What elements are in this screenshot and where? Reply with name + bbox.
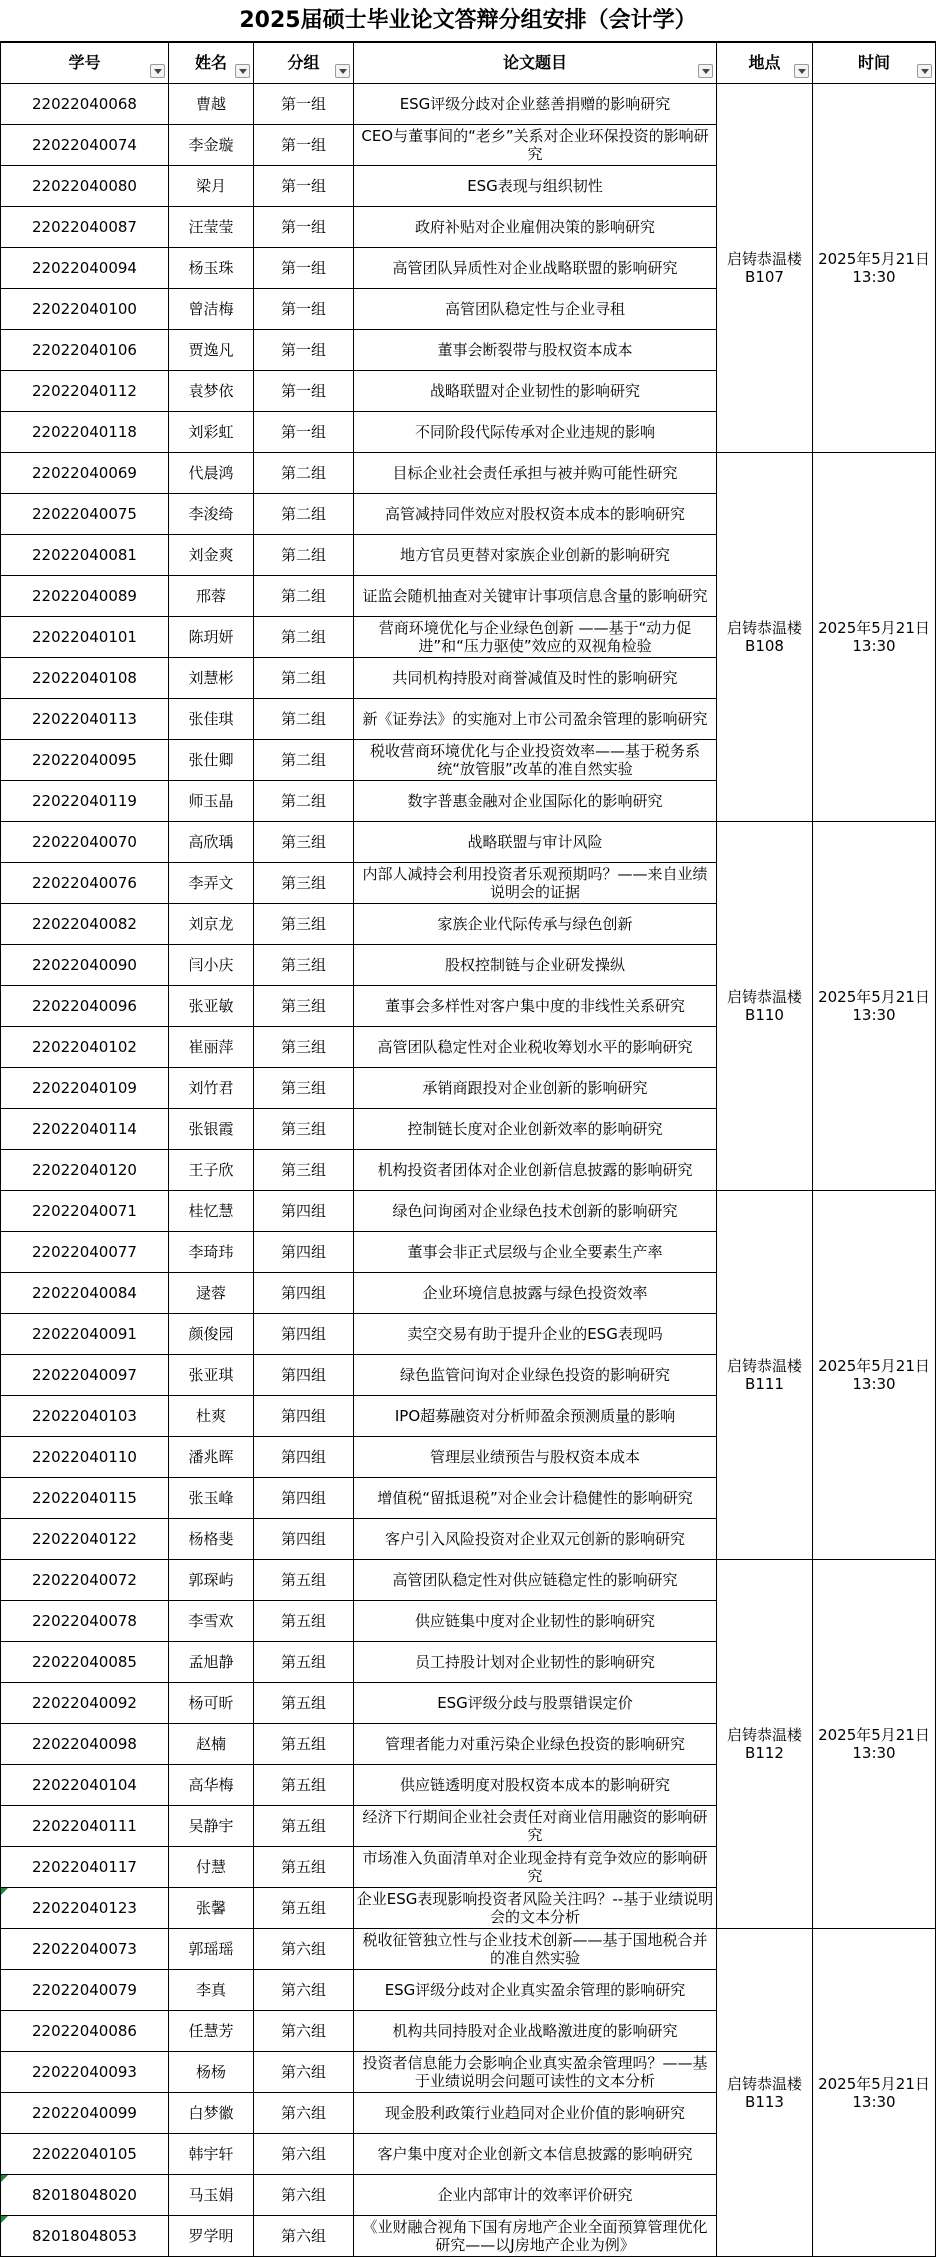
table-row[interactable]	[1, 822, 936, 863]
student-id-cell[interactable]: 22022040118	[1, 412, 169, 453]
name-cell[interactable]: 付慧	[169, 1847, 254, 1888]
name-cell[interactable]: 李弄文	[169, 863, 254, 904]
group-cell[interactable]: 第六组	[254, 2011, 354, 2052]
group-cell[interactable]: 第四组	[254, 1396, 354, 1437]
time-cell[interactable]: 2025年5月21日 13:30	[813, 1929, 936, 2257]
topic-cell[interactable]: 机构共同持股对企业战略激进度的影响研究	[354, 2011, 717, 2052]
filter-dropdown-icon[interactable]	[235, 64, 250, 78]
student-id-cell[interactable]: 22022040108	[1, 658, 169, 699]
table-row[interactable]	[1, 1560, 936, 1601]
student-id-cell[interactable]: 22022040103	[1, 1396, 169, 1437]
group-cell[interactable]: 第五组	[254, 1642, 354, 1683]
student-id-cell[interactable]: 22022040112	[1, 371, 169, 412]
name-cell[interactable]: 潘兆晖	[169, 1437, 254, 1478]
name-cell[interactable]: 高华梅	[169, 1765, 254, 1806]
name-cell[interactable]: 刘京龙	[169, 904, 254, 945]
topic-cell[interactable]: ESG评级分歧对企业慈善捐赠的影响研究	[354, 84, 717, 125]
topic-cell[interactable]: 企业环境信息披露与绿色投资效率	[354, 1273, 717, 1314]
topic-cell[interactable]: 绿色问询函对企业绿色技术创新的影响研究	[354, 1191, 717, 1232]
topic-cell[interactable]: 绿色监管问询对企业绿色投资的影响研究	[354, 1355, 717, 1396]
student-id-cell[interactable]: 22022040078	[1, 1601, 169, 1642]
name-cell[interactable]: 李雪欢	[169, 1601, 254, 1642]
error-indicator-icon	[1, 2216, 8, 2223]
topic-cell[interactable]: 员工持股计划对企业韧性的影响研究	[354, 1642, 717, 1683]
time-cell[interactable]: 2025年5月21日 13:30	[813, 84, 936, 453]
topic-cell[interactable]: ESG表现与组织韧性	[354, 166, 717, 207]
student-id-cell[interactable]: 22022040075	[1, 494, 169, 535]
topic-cell[interactable]: 供应链集中度对企业韧性的影响研究	[354, 1601, 717, 1642]
group-cell[interactable]: 第六组	[254, 2216, 354, 2257]
name-cell[interactable]: 贾逸凡	[169, 330, 254, 371]
group-cell[interactable]: 第二组	[254, 699, 354, 740]
name-cell[interactable]: 郭琛屿	[169, 1560, 254, 1601]
name-cell[interactable]: 张银霞	[169, 1109, 254, 1150]
sort-filter-icon[interactable]	[335, 64, 350, 78]
table-row[interactable]	[1, 1191, 936, 1232]
student-id-cell[interactable]: 22022040104	[1, 1765, 169, 1806]
name-cell[interactable]: 孟旭静	[169, 1642, 254, 1683]
place-cell[interactable]: 启铸恭温楼B113	[717, 1929, 813, 2257]
group-cell[interactable]: 第六组	[254, 2052, 354, 2093]
group-cell[interactable]: 第一组	[254, 412, 354, 453]
time-cell[interactable]: 2025年5月21日 13:30	[813, 1560, 936, 1929]
topic-cell[interactable]: 地方官员更替对家族企业创新的影响研究	[354, 535, 717, 576]
topic-cell[interactable]: 董事会多样性对客户集中度的非线性关系研究	[354, 986, 717, 1027]
student-id-cell[interactable]: 22022040095	[1, 740, 169, 781]
topic-cell[interactable]: 目标企业社会责任承担与被并购可能性研究	[354, 453, 717, 494]
group-cell[interactable]: 第二组	[254, 740, 354, 781]
group-cell[interactable]: 第二组	[254, 781, 354, 822]
place-cell[interactable]: 启铸恭温楼B111	[717, 1191, 813, 1560]
student-id-cell[interactable]: 22022040105	[1, 2134, 169, 2175]
name-cell[interactable]: 张佳琪	[169, 699, 254, 740]
topic-cell[interactable]: 客户引入风险投资对企业双元创新的影响研究	[354, 1519, 717, 1560]
student-id-cell[interactable]: 22022040099	[1, 2093, 169, 2134]
student-id-cell[interactable]: 22022040073	[1, 1929, 169, 1970]
topic-cell[interactable]: ESG评级分歧与股票错误定价	[354, 1683, 717, 1724]
group-cell[interactable]: 第二组	[254, 617, 354, 658]
group-cell[interactable]: 第五组	[254, 1806, 354, 1847]
topic-cell[interactable]: 税收征管独立性与企业技术创新——基于国地税合并的准自然实验	[354, 1929, 717, 1970]
name-cell[interactable]: 杜爽	[169, 1396, 254, 1437]
student-id-cell[interactable]: 22022040068	[1, 84, 169, 125]
name-cell[interactable]: 曹越	[169, 84, 254, 125]
group-cell[interactable]: 第四组	[254, 1519, 354, 1560]
topic-cell[interactable]: 税收营商环境优化与企业投资效率——基于税务系统“放管服”改革的准自然实验	[354, 740, 717, 781]
name-cell[interactable]: 逯蓉	[169, 1273, 254, 1314]
group-cell[interactable]: 第五组	[254, 1847, 354, 1888]
name-cell[interactable]: 吴静宇	[169, 1806, 254, 1847]
topic-cell[interactable]: 投资者信息能力会影响企业真实盈余管理吗？——基于业绩说明会问题可读性的文本分析	[354, 2052, 717, 2093]
place-cell[interactable]: 启铸恭温楼B108	[717, 453, 813, 822]
topic-cell[interactable]: 市场准入负面清单对企业现金持有竞争效应的影响研究	[354, 1847, 717, 1888]
group-cell[interactable]: 第二组	[254, 535, 354, 576]
group-cell[interactable]: 第二组	[254, 658, 354, 699]
name-cell[interactable]: 刘慧彬	[169, 658, 254, 699]
student-id-cell[interactable]: 22022040123	[1, 1888, 169, 1929]
group-cell[interactable]: 第三组	[254, 945, 354, 986]
student-id-cell[interactable]: 22022040092	[1, 1683, 169, 1724]
name-cell[interactable]: 任慧芳	[169, 2011, 254, 2052]
group-cell[interactable]: 第四组	[254, 1437, 354, 1478]
name-cell[interactable]: 袁梦依	[169, 371, 254, 412]
topic-cell[interactable]: 股权控制链与企业研发操纵	[354, 945, 717, 986]
group-cell[interactable]: 第一组	[254, 330, 354, 371]
student-id-cell[interactable]: 22022040085	[1, 1642, 169, 1683]
topic-cell[interactable]: 增值税“留抵退税”对企业会计稳健性的影响研究	[354, 1478, 717, 1519]
group-cell[interactable]: 第三组	[254, 986, 354, 1027]
name-cell[interactable]: 杨玉珠	[169, 248, 254, 289]
filter-dropdown-icon[interactable]	[794, 64, 809, 78]
table-row[interactable]	[1, 453, 936, 494]
name-cell[interactable]: 王子欣	[169, 1150, 254, 1191]
group-cell[interactable]: 第五组	[254, 1724, 354, 1765]
place-cell[interactable]: 启铸恭温楼B110	[717, 822, 813, 1191]
student-id-cell[interactable]: 22022040086	[1, 2011, 169, 2052]
topic-cell[interactable]: 经济下行期间企业社会责任对商业信用融资的影响研究	[354, 1806, 717, 1847]
student-id-cell[interactable]: 22022040071	[1, 1191, 169, 1232]
name-cell[interactable]: 李金璇	[169, 125, 254, 166]
group-cell[interactable]: 第二组	[254, 494, 354, 535]
topic-cell[interactable]: 家族企业代际传承与绿色创新	[354, 904, 717, 945]
group-cell[interactable]: 第四组	[254, 1355, 354, 1396]
name-cell[interactable]: 高欣瑀	[169, 822, 254, 863]
student-id-cell[interactable]: 22022040079	[1, 1970, 169, 2011]
name-cell[interactable]: 白梦徽	[169, 2093, 254, 2134]
topic-cell[interactable]: 机构投资者团体对企业创新信息披露的影响研究	[354, 1150, 717, 1191]
group-cell[interactable]: 第四组	[254, 1191, 354, 1232]
group-cell[interactable]: 第三组	[254, 1109, 354, 1150]
column-header-topic: 论文题目	[354, 43, 717, 84]
name-cell[interactable]: 陈玥妍	[169, 617, 254, 658]
student-id-cell[interactable]: 22022040120	[1, 1150, 169, 1191]
topic-cell[interactable]: 高管团队稳定性对企业税收筹划水平的影响研究	[354, 1027, 717, 1068]
topic-cell[interactable]: 客户集中度对企业创新文本信息披露的影响研究	[354, 2134, 717, 2175]
group-cell[interactable]: 第二组	[254, 576, 354, 617]
topic-cell[interactable]: 共同机构持股对商誉减值及时性的影响研究	[354, 658, 717, 699]
student-id-cell[interactable]: 82018048020	[1, 2175, 169, 2216]
group-cell[interactable]: 第五组	[254, 1888, 354, 1929]
group-cell[interactable]: 第五组	[254, 1601, 354, 1642]
name-cell[interactable]: 刘金爽	[169, 535, 254, 576]
student-id-cell[interactable]: 22022040076	[1, 863, 169, 904]
student-id-cell[interactable]: 22022040084	[1, 1273, 169, 1314]
name-cell[interactable]: 崔丽萍	[169, 1027, 254, 1068]
group-cell[interactable]: 第一组	[254, 371, 354, 412]
topic-cell[interactable]: 董事会断裂带与股权资本成本	[354, 330, 717, 371]
table-row[interactable]	[1, 84, 936, 125]
place-cell[interactable]: 启铸恭温楼B112	[717, 1560, 813, 1929]
column-header-time: 时间	[813, 43, 936, 84]
error-indicator-icon	[1, 2175, 8, 2182]
name-cell[interactable]: 杨杨	[169, 2052, 254, 2093]
student-id-cell[interactable]: 22022040100	[1, 289, 169, 330]
topic-cell[interactable]: 高管团队稳定性与企业寻租	[354, 289, 717, 330]
page-title: 2025届硕士毕业论文答辩分组安排（会计学）	[0, 0, 936, 42]
name-cell[interactable]: 颜俊园	[169, 1314, 254, 1355]
topic-cell[interactable]: 数字普惠金融对企业国际化的影响研究	[354, 781, 717, 822]
topic-cell[interactable]: ESG评级分歧对企业真实盈余管理的影响研究	[354, 1970, 717, 2011]
topic-cell[interactable]: 高管减持同伴效应对股权资本成本的影响研究	[354, 494, 717, 535]
arrangement-table	[0, 42, 936, 2257]
name-cell[interactable]: 杨可昕	[169, 1683, 254, 1724]
topic-cell[interactable]: 供应链透明度对股权资本成本的影响研究	[354, 1765, 717, 1806]
topic-cell[interactable]: 承销商跟投对企业创新的影响研究	[354, 1068, 717, 1109]
topic-cell[interactable]: 证监会随机抽查对关键审计事项信息含量的影响研究	[354, 576, 717, 617]
student-id-cell[interactable]: 22022040081	[1, 535, 169, 576]
table-row[interactable]	[1, 1929, 936, 1970]
name-cell[interactable]: 郭瑶瑶	[169, 1929, 254, 1970]
topic-cell[interactable]: 管理层业绩预告与股权资本成本	[354, 1437, 717, 1478]
topic-cell[interactable]: 内部人减持会利用投资者乐观预期吗？——来自业绩说明会的证据	[354, 863, 717, 904]
student-id-cell[interactable]: 22022040110	[1, 1437, 169, 1478]
student-id-cell[interactable]: 22022040111	[1, 1806, 169, 1847]
group-cell[interactable]: 第一组	[254, 84, 354, 125]
topic-cell[interactable]: 董事会非正式层级与企业全要素生产率	[354, 1232, 717, 1273]
group-cell[interactable]: 第六组	[254, 2175, 354, 2216]
group-cell[interactable]: 第三组	[254, 863, 354, 904]
student-id-cell[interactable]: 22022040072	[1, 1560, 169, 1601]
column-header-group: 分组	[254, 43, 354, 84]
student-id-cell[interactable]: 22022040093	[1, 2052, 169, 2093]
column-header-student-id: 学号	[1, 43, 169, 84]
student-id-cell[interactable]: 22022040091	[1, 1314, 169, 1355]
group-cell[interactable]: 第四组	[254, 1232, 354, 1273]
name-cell[interactable]: 张亚琪	[169, 1355, 254, 1396]
student-id-cell[interactable]: 22022040069	[1, 453, 169, 494]
name-cell[interactable]: 邢蓉	[169, 576, 254, 617]
name-cell[interactable]: 张亚敏	[169, 986, 254, 1027]
filter-dropdown-icon[interactable]	[917, 64, 932, 78]
column-header-name: 姓名	[169, 43, 254, 84]
name-cell[interactable]: 李真	[169, 1970, 254, 2011]
topic-cell[interactable]: 政府补贴对企业雇佣决策的影响研究	[354, 207, 717, 248]
group-cell[interactable]: 第六组	[254, 2134, 354, 2175]
name-cell[interactable]: 闫小庆	[169, 945, 254, 986]
header-row	[1, 43, 936, 84]
topic-cell[interactable]: 管理者能力对重污染企业绿色投资的影响研究	[354, 1724, 717, 1765]
topic-cell[interactable]: CEO与董事间的“老乡”关系对企业环保投资的影响研究	[354, 125, 717, 166]
name-cell[interactable]: 汪莹莹	[169, 207, 254, 248]
topic-cell[interactable]: 高管团队异质性对企业战略联盟的影响研究	[354, 248, 717, 289]
table-body	[1, 84, 936, 2257]
student-id-cell[interactable]: 22022040122	[1, 1519, 169, 1560]
topic-cell[interactable]: 高管团队稳定性对供应链稳定性的影响研究	[354, 1560, 717, 1601]
student-id-cell[interactable]: 22022040082	[1, 904, 169, 945]
student-id-cell[interactable]: 22022040114	[1, 1109, 169, 1150]
student-id-cell[interactable]: 22022040070	[1, 822, 169, 863]
topic-cell[interactable]: 卖空交易有助于提升企业的ESG表现吗	[354, 1314, 717, 1355]
topic-cell[interactable]: 新《证券法》的实施对上市公司盈余管理的影响研究	[354, 699, 717, 740]
student-id-cell[interactable]: 22022040094	[1, 248, 169, 289]
group-cell[interactable]: 第三组	[254, 1150, 354, 1191]
student-id-cell[interactable]: 22022040117	[1, 1847, 169, 1888]
student-id-cell[interactable]: 22022040096	[1, 986, 169, 1027]
group-cell[interactable]: 第五组	[254, 1765, 354, 1806]
name-cell[interactable]: 师玉晶	[169, 781, 254, 822]
topic-cell[interactable]: 战略联盟对企业韧性的影响研究	[354, 371, 717, 412]
name-cell[interactable]: 梁月	[169, 166, 254, 207]
group-cell[interactable]: 第一组	[254, 166, 354, 207]
topic-cell[interactable]: 营商环境优化与企业绿色创新 ——基于“动力促进”和“压力驱使”效应的双视角检验	[354, 617, 717, 658]
group-cell[interactable]: 第一组	[254, 248, 354, 289]
name-cell[interactable]: 刘彩虹	[169, 412, 254, 453]
group-cell[interactable]: 第三组	[254, 1027, 354, 1068]
group-cell[interactable]: 第二组	[254, 453, 354, 494]
name-cell[interactable]: 代晨鸿	[169, 453, 254, 494]
time-cell[interactable]: 2025年5月21日 13:30	[813, 1191, 936, 1560]
group-cell[interactable]: 第一组	[254, 207, 354, 248]
group-cell[interactable]: 第六组	[254, 1929, 354, 1970]
student-id-cell[interactable]: 22022040115	[1, 1478, 169, 1519]
group-cell[interactable]: 第六组	[254, 2093, 354, 2134]
student-id-cell[interactable]: 22022040087	[1, 207, 169, 248]
student-id-cell[interactable]: 22022040109	[1, 1068, 169, 1109]
student-id-cell[interactable]: 22022040102	[1, 1027, 169, 1068]
group-cell[interactable]: 第四组	[254, 1314, 354, 1355]
name-cell[interactable]: 刘竹君	[169, 1068, 254, 1109]
error-indicator-icon	[1, 1888, 8, 1895]
time-cell[interactable]: 2025年5月21日 13:30	[813, 822, 936, 1191]
group-cell[interactable]: 第一组	[254, 125, 354, 166]
topic-cell[interactable]: 不同阶段代际传承对企业违规的影响	[354, 412, 717, 453]
student-id-cell[interactable]: 22022040098	[1, 1724, 169, 1765]
student-id-cell[interactable]: 22022040106	[1, 330, 169, 371]
student-id-cell[interactable]: 22022040090	[1, 945, 169, 986]
name-cell[interactable]: 杨格斐	[169, 1519, 254, 1560]
topic-cell[interactable]: 现金股利政策行业趋同对企业价值的影响研究	[354, 2093, 717, 2134]
group-cell[interactable]: 第四组	[254, 1273, 354, 1314]
student-id-cell[interactable]: 82018048053	[1, 2216, 169, 2257]
student-id-cell[interactable]: 22022040097	[1, 1355, 169, 1396]
name-cell[interactable]: 李琦玮	[169, 1232, 254, 1273]
student-id-cell[interactable]: 22022040113	[1, 699, 169, 740]
name-cell[interactable]: 赵楠	[169, 1724, 254, 1765]
name-cell[interactable]: 李浚绮	[169, 494, 254, 535]
name-cell[interactable]: 张玉峰	[169, 1478, 254, 1519]
student-id-cell[interactable]: 22022040101	[1, 617, 169, 658]
name-cell[interactable]: 马玉娟	[169, 2175, 254, 2216]
filter-dropdown-icon[interactable]	[698, 64, 713, 78]
name-cell[interactable]: 桂忆慧	[169, 1191, 254, 1232]
group-cell[interactable]: 第三组	[254, 904, 354, 945]
topic-cell[interactable]: 《业财融合视角下国有房地产企业全面预算管理优化研究——以J房地产企业为例》	[354, 2216, 717, 2257]
name-cell[interactable]: 罗学明	[169, 2216, 254, 2257]
time-cell[interactable]: 2025年5月21日 13:30	[813, 453, 936, 822]
name-cell[interactable]: 张馨	[169, 1888, 254, 1929]
student-id-cell[interactable]: 22022040119	[1, 781, 169, 822]
student-id-cell[interactable]: 22022040089	[1, 576, 169, 617]
name-cell[interactable]: 张仕卿	[169, 740, 254, 781]
student-id-cell[interactable]: 22022040077	[1, 1232, 169, 1273]
column-header-place: 地点	[717, 43, 813, 84]
sort-filter-icon[interactable]	[150, 64, 165, 78]
group-cell[interactable]: 第三组	[254, 822, 354, 863]
topic-cell[interactable]: IPO超募融资对分析师盈余预测质量的影响	[354, 1396, 717, 1437]
topic-cell[interactable]: 控制链长度对企业创新效率的影响研究	[354, 1109, 717, 1150]
topic-cell[interactable]: 企业ESG表现影响投资者风险关注吗？--基于业绩说明会的文本分析	[354, 1888, 717, 1929]
group-cell[interactable]: 第五组	[254, 1560, 354, 1601]
group-cell[interactable]: 第六组	[254, 1970, 354, 2011]
topic-cell[interactable]: 战略联盟与审计风险	[354, 822, 717, 863]
group-cell[interactable]: 第三组	[254, 1068, 354, 1109]
topic-cell[interactable]: 企业内部审计的效率评价研究	[354, 2175, 717, 2216]
student-id-cell[interactable]: 22022040074	[1, 125, 169, 166]
student-id-cell[interactable]: 22022040080	[1, 166, 169, 207]
place-cell[interactable]: 启铸恭温楼B107	[717, 84, 813, 453]
name-cell[interactable]: 曾洁梅	[169, 289, 254, 330]
name-cell[interactable]: 韩宇轩	[169, 2134, 254, 2175]
group-cell[interactable]: 第四组	[254, 1478, 354, 1519]
group-cell[interactable]: 第一组	[254, 289, 354, 330]
group-cell[interactable]: 第五组	[254, 1683, 354, 1724]
